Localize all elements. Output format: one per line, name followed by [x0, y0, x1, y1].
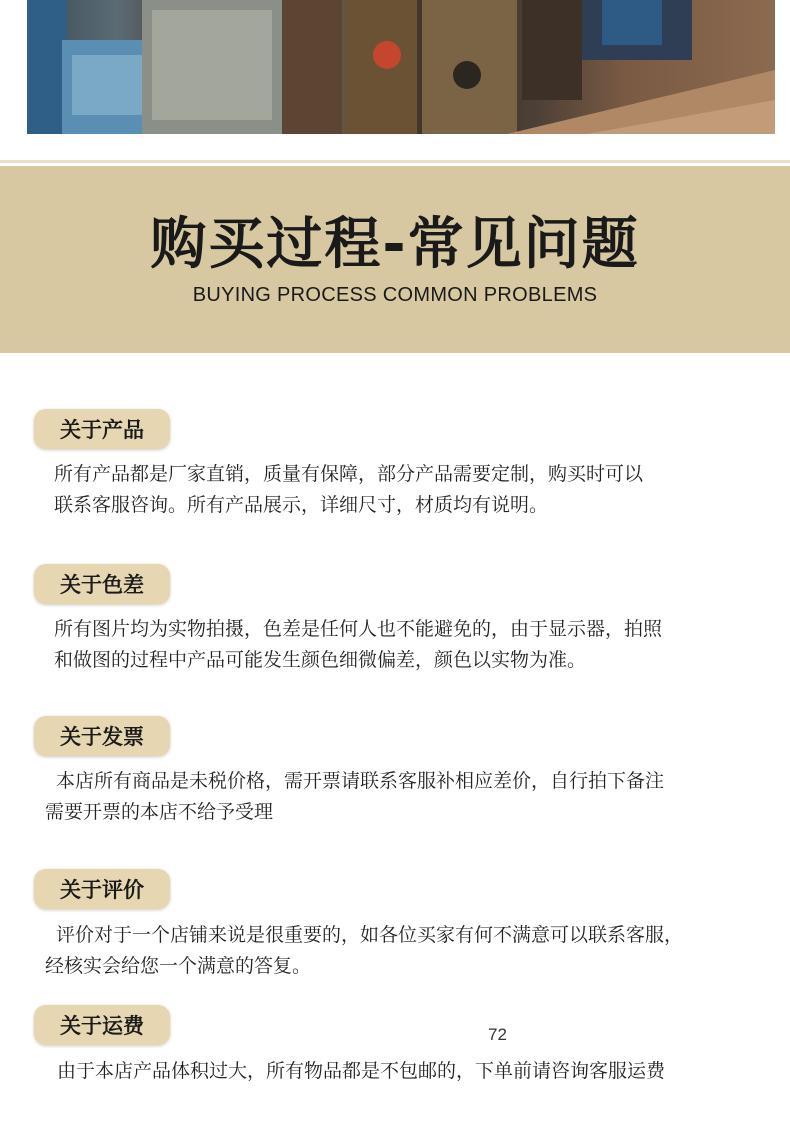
- tag-about-color-difference: 关于色差: [34, 564, 170, 604]
- tag-about-review: 关于评价: [34, 869, 170, 909]
- text-about-shipping-line-1: 由于本店产品体积过大，所有物品都是不包邮的，下单前请咨询客服运费: [57, 1060, 666, 1082]
- mold-warehouse-photo: [27, 0, 775, 134]
- text-about-invoice-line-2: 需要开票的本店不给予受理: [45, 801, 274, 823]
- text-about-color-difference-line-1: 所有图片均为实物拍摄，色差是任何人也不能避免的，由于显示器，拍照: [54, 618, 663, 640]
- tag-about-product: 关于产品: [34, 409, 170, 449]
- divider: [0, 160, 790, 163]
- text-about-product-line-1: 所有产品都是厂家直销，质量有保障，部分产品需要定制，购买时可以: [54, 463, 644, 485]
- text-about-invoice-line-1: 本店所有商品是未税价格，需开票请联系客服补相应差价，自行拍下备注: [56, 770, 665, 792]
- page-number: 72: [488, 1025, 507, 1044]
- photo-illustration: [27, 0, 775, 134]
- text-about-review-line-1: 评价对于一个店铺来说是很重要的，如各位买家有何不满意可以联系客服，: [56, 924, 684, 946]
- text-about-review-line-2: 经核实会给您一个满意的答复。: [45, 955, 312, 977]
- text-about-product-line-2: 联系客服咨询。所有产品展示，详细尺寸，材质均有说明。: [54, 494, 549, 516]
- text-about-color-difference-line-2: 和做图的过程中产品可能发生颜色细微偏差，颜色以实物为准。: [54, 649, 587, 671]
- tag-about-shipping: 关于运费: [34, 1005, 170, 1045]
- tag-about-invoice: 关于发票: [34, 716, 170, 756]
- page-title: 购买过程-常见问题: [150, 212, 640, 277]
- page-subtitle: BUYING PROCESS COMMON PROBLEMS: [192, 284, 598, 306]
